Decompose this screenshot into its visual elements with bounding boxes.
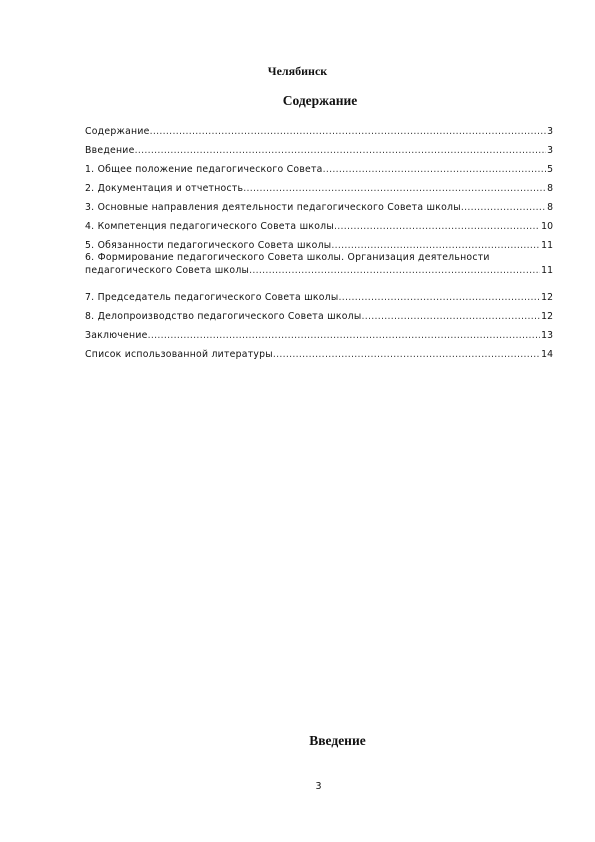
toc-item-conclusion[interactable]: [85, 322, 553, 341]
toc-item-label-line2: педагогического Совета школы: [85, 265, 250, 276]
toc-item-section-1[interactable]: [85, 156, 553, 175]
toc-leader: [135, 145, 547, 156]
toc-item-label-line1: 6. Формирование педагогического Совета школы. Организация деятельности: [85, 252, 490, 263]
toc-item-label: 7. Председатель педагогического Совета школы: [85, 292, 339, 303]
toc-leader: [249, 264, 540, 277]
introduction-heading: Введение: [309, 733, 366, 748]
toc-item-label: Введение: [85, 145, 135, 156]
city-name: Челябинск: [267, 64, 328, 78]
toc-item-section-2[interactable]: [85, 175, 553, 194]
toc-item-section-3[interactable]: [85, 194, 553, 213]
toc-item-label: 2. Документация и отчетность: [85, 183, 244, 194]
toc-leader: [361, 311, 540, 322]
toc-title: Содержание: [282, 93, 358, 108]
toc-leader: [273, 349, 540, 360]
toc-item-page: 3: [547, 126, 553, 137]
toc-item-label: 3. Основные направления деятельности педагогического Совета школы: [85, 202, 461, 213]
toc-item-section-6[interactable]: [85, 251, 553, 282]
toc-item-page: 14: [541, 349, 553, 360]
toc-leader: [461, 202, 546, 213]
toc-item-label: Содержание: [85, 126, 150, 137]
toc-item-label: 1. Общее положение педагогического Совета: [85, 164, 323, 175]
toc-item-introduction[interactable]: [85, 137, 553, 156]
toc-item-page: 13: [541, 330, 553, 341]
toc-item-label: 8. Делопроизводство педагогического Совета школы: [85, 311, 362, 322]
toc-item-contents[interactable]: [85, 118, 553, 137]
toc-leader: [331, 240, 540, 251]
toc-item-label: Список использованной литературы: [85, 349, 273, 360]
toc-item-page: 5: [547, 164, 553, 175]
toc-item-page: 3: [547, 145, 553, 156]
toc-leader: [243, 183, 546, 194]
table-of-contents: [85, 118, 553, 360]
toc-item-page: 10: [541, 221, 553, 232]
toc-item-line2: [85, 264, 553, 277]
toc-leader: [338, 292, 540, 303]
toc-item-label: 5. Обязанности педагогического Совета школы: [85, 240, 332, 251]
toc-leader: [148, 330, 541, 341]
toc-item-page: 8: [547, 183, 553, 194]
toc-item-section-7[interactable]: [85, 284, 553, 303]
toc-item-label: Заключение: [85, 330, 148, 341]
page-number: 3: [315, 781, 322, 792]
toc-item-bibliography[interactable]: [85, 341, 553, 360]
toc-item-section-5[interactable]: [85, 232, 553, 251]
toc-item-page: 8: [547, 202, 553, 213]
toc-item-label: 4. Компетенция педагогического Совета школы: [85, 221, 334, 232]
toc-item-page: 12: [541, 292, 553, 303]
toc-item-section-8[interactable]: [85, 303, 553, 322]
toc-leader: [323, 164, 546, 175]
toc-item-page: 11: [541, 265, 553, 276]
toc-item-section-4[interactable]: [85, 213, 553, 232]
toc-item-page: 12: [541, 311, 553, 322]
toc-leader: [150, 126, 546, 137]
toc-leader: [334, 221, 540, 232]
toc-item-page: 11: [541, 240, 553, 251]
